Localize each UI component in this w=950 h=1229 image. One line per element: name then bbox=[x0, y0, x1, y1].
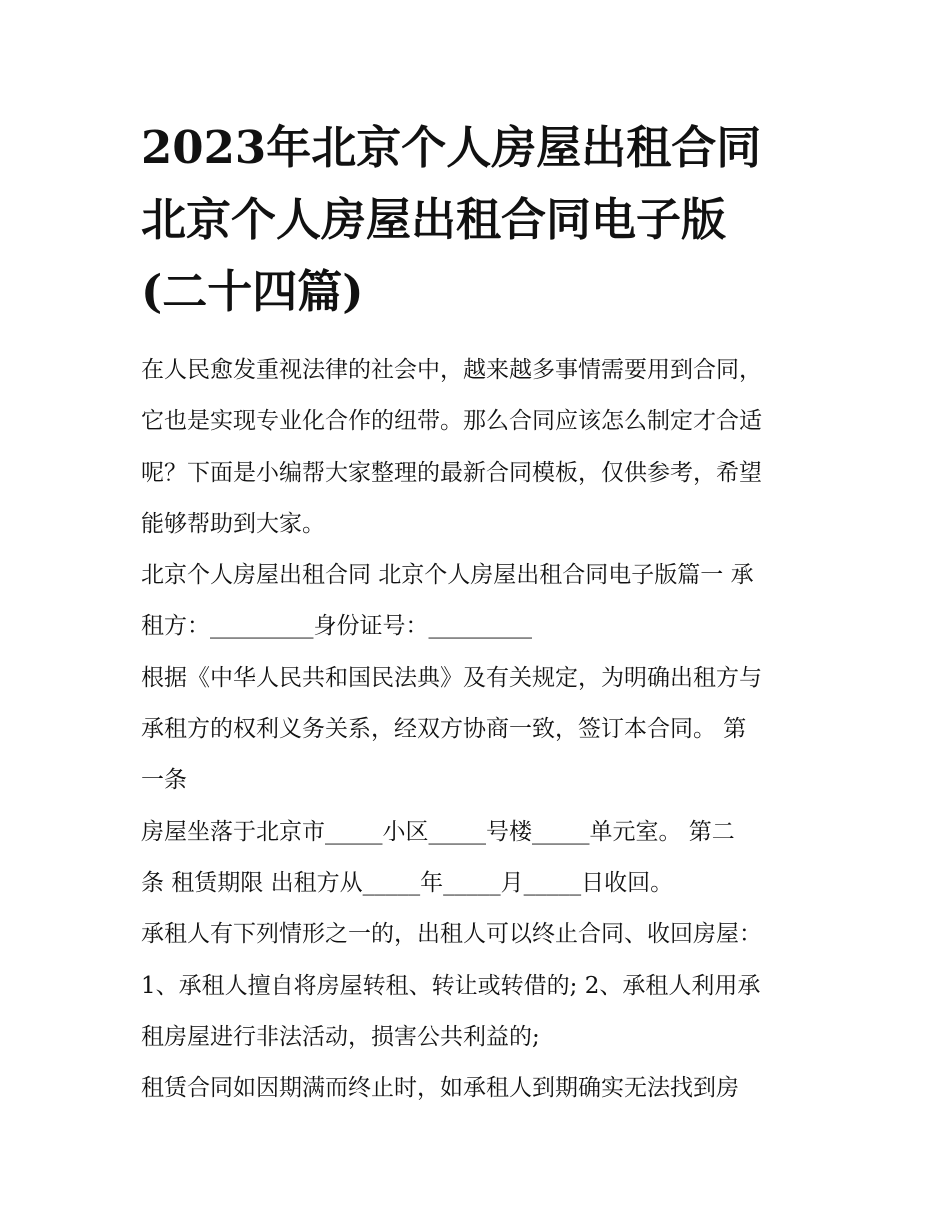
paragraph-termination bbox=[141, 909, 813, 1063]
paragraph-expiry bbox=[141, 1063, 813, 1114]
text-line: 租房屋进行非法活动，损害公共利益的; bbox=[141, 1023, 540, 1050]
text-line: 一条 bbox=[141, 767, 187, 794]
text-line: 在人民愈发重视法律的社会中，越来越多事情需要用到合同， bbox=[141, 357, 762, 383]
text-line: 租方：_________身份证号：_________ bbox=[141, 613, 532, 640]
document-page bbox=[141, 112, 813, 1114]
text-line: 根据《中华人民共和国民法典》及有关规定，为明确出租方与 bbox=[141, 664, 762, 691]
paragraph-legal-basis bbox=[141, 653, 813, 807]
text-line: 承租方的权利义务关系，经双方协商一致，签订本合同。 第 bbox=[141, 716, 747, 743]
text-line: 承租人有下列情形之一的，出租人可以终止合同、收回房屋： bbox=[141, 921, 762, 948]
document-body bbox=[141, 345, 813, 1114]
text-line: 能够帮助到大家。 bbox=[141, 510, 325, 537]
title-line-1: 2023年北京个人房屋出租合同 bbox=[141, 121, 762, 174]
title-line-2: 北京个人房屋出租合同电子版 bbox=[141, 193, 727, 246]
paragraph-contract-heading bbox=[141, 550, 813, 653]
text-line: 条 租赁期限 出租方从_____年_____月_____日收回。 bbox=[141, 869, 674, 896]
title-line-3: (二十四篇) bbox=[141, 265, 364, 318]
text-line: 它也是实现专业化合作的纽带。那么合同应该怎么制定才合适 bbox=[141, 408, 762, 435]
paragraph-intro bbox=[141, 345, 813, 550]
text-line: 北京个人房屋出租合同 北京个人房屋出租合同电子版篇一 承 bbox=[141, 562, 754, 589]
text-line: 租赁合同如因期满而终止时，如承租人到期确实无法找到房 bbox=[141, 1075, 739, 1102]
document-title bbox=[141, 112, 813, 328]
text-line: 呢？下面是小编帮大家整理的最新合同模板，仅供参考，希望 bbox=[141, 459, 762, 486]
text-line: 房屋坐落于北京市_____小区_____号楼_____单元室。 第二 bbox=[141, 818, 735, 845]
text-line: 1、承租人擅自将房屋转租、转让或转借的; 2、承租人利用承 bbox=[141, 972, 761, 999]
paragraph-property-location bbox=[141, 807, 813, 910]
